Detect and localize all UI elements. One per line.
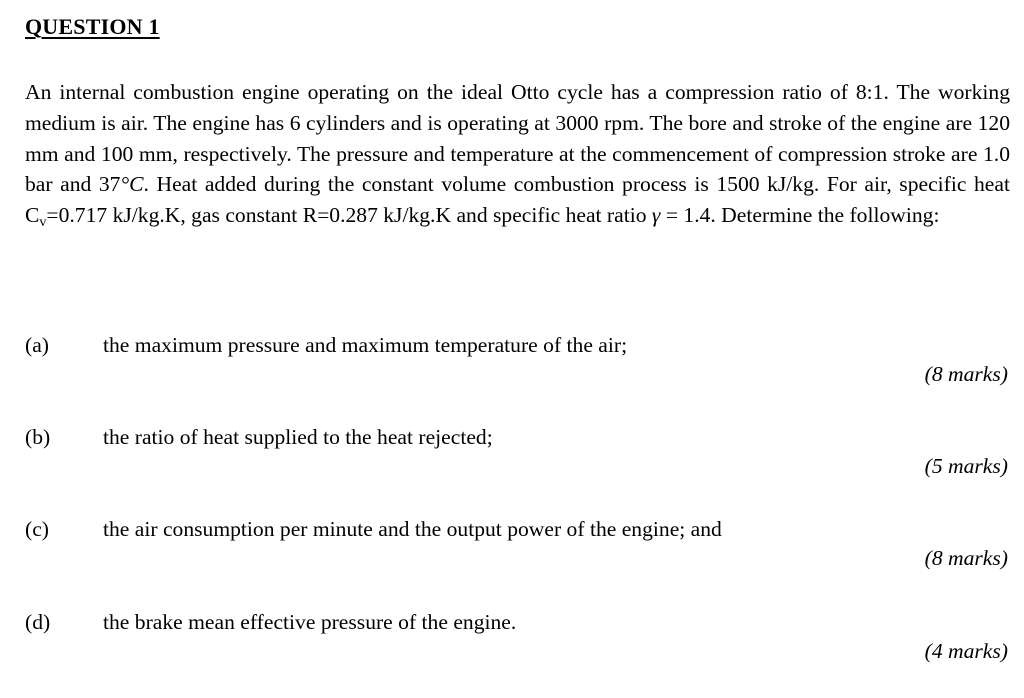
part-letter: (c): [25, 517, 49, 541]
part-text: the brake mean effective pressure of the engine.: [103, 610, 517, 634]
gamma-symbol: γ: [651, 203, 661, 228]
question-title: QUESTION 1: [25, 14, 160, 39]
part-text: the ratio of heat supplied to the heat rejected;: [103, 425, 493, 449]
part-text: the maximum pressure and maximum temperature of the air;: [103, 333, 628, 357]
part-letter: (b): [25, 425, 51, 449]
degree-celsius: °C: [120, 172, 144, 197]
part-letter: (d): [25, 610, 51, 634]
marks-a: (8 marks): [924, 362, 1008, 386]
question-body: [25, 77, 1010, 239]
marks-b: (5 marks): [924, 454, 1008, 478]
intro-text-1: An internal combustion engine operating on the ideal Otto cycle has a compression ratio of 8:1. The working medium is air. The engine has 6 cylinders and is operating at 3000 rpm. The bore and stroke of the engine are 120 mm and 100 mm, respectively. The pressure and temperature at the commencement of compression stroke are 1.0 bar and 37: [25, 80, 1010, 197]
marks-c: (8 marks): [924, 546, 1008, 570]
part-letter: (a): [25, 333, 49, 357]
cv-subscript: v: [39, 215, 47, 231]
marks-d: (4 marks): [924, 639, 1008, 663]
intro-text-3: =0.717 kJ/kg.K, gas constant R=0.287 kJ/kg.K and specific heat ratio: [46, 203, 652, 228]
intro-text-2: . Heat added during the constant volume combustion process is 1500 kJ/kg. For air, specific heat C: [25, 172, 1010, 228]
intro-text-4: = 1.4. Determine the following:: [660, 203, 940, 228]
part-text: the air consumption per minute and the output power of the engine; and: [103, 517, 722, 541]
